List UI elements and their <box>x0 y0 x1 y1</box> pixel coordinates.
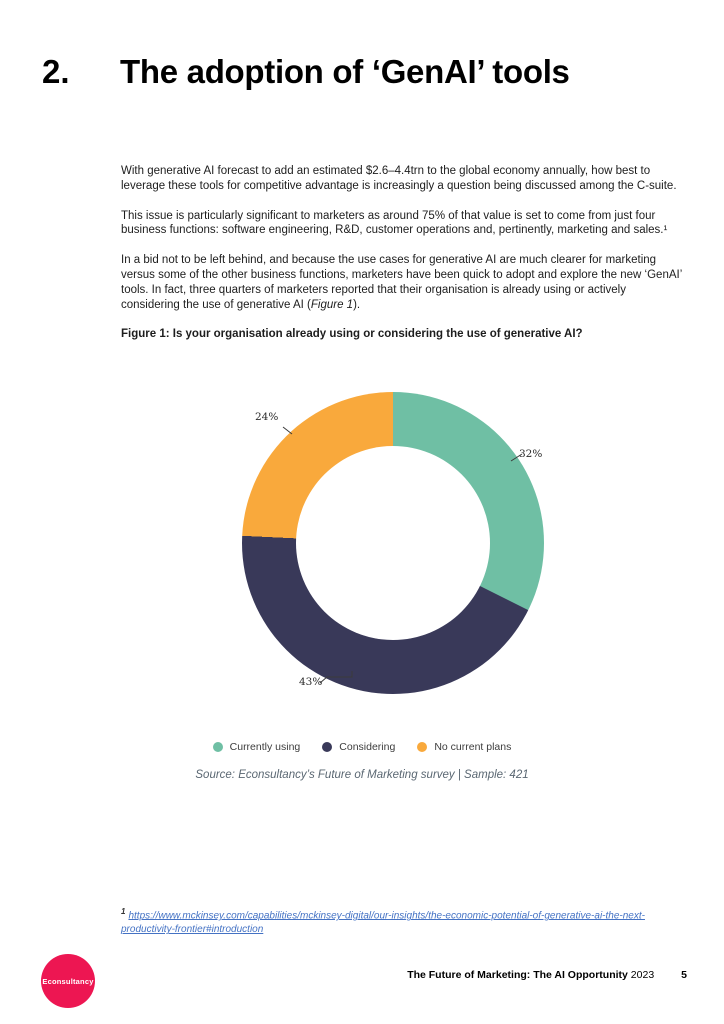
page-number: 5 <box>681 969 687 981</box>
paragraph-1: With generative AI forecast to add an estimated $2.6–4.4trn to the global economy annually, how best to leverage these tools for competitive advantage is increasingly a question being discussed among the C-suite. <box>121 165 677 192</box>
paragraph-3-text: In a bid not to be left behind, and because the use cases for generative AI are much clearer for marketing versus some of the other business functions, marketers have been quick to adopt and explore the new ‘GenAI’ tools. In fact, three quarters of marketers reported that their organisation is already using or actively considering the use of generative AI ( <box>121 254 682 311</box>
legend-dot-currently-using-icon <box>213 742 223 752</box>
legend-item-no-current-plans <box>417 741 511 753</box>
slice-label-considering: 43% <box>299 676 323 688</box>
body-text-column <box>121 164 687 357</box>
figure-caption: Figure 1: Is your organisation already using or considering the use of generative AI? <box>121 328 583 341</box>
legend-dot-no-current-plans-icon <box>417 742 427 752</box>
page-footer <box>407 969 687 981</box>
legend-label-currently-using: Currently using <box>229 741 301 753</box>
page-title: The adoption of ‘GenAI’ tools <box>120 53 570 90</box>
footnote-marker: 1 <box>121 907 126 916</box>
legend-label-considering: Considering <box>339 741 396 753</box>
paragraph-3-end: ). <box>353 298 361 311</box>
chart-legend <box>0 741 724 753</box>
section-number: 2. <box>42 53 70 90</box>
footer-title-bold: The Future of Marketing: The AI Opportunity <box>407 969 628 981</box>
slice-label-currently-using: 32% <box>519 448 543 460</box>
footer-title-year: 2023 <box>630 969 655 981</box>
footnote <box>121 905 661 937</box>
section-heading <box>42 48 590 95</box>
donut-hole <box>296 446 490 640</box>
footer-title <box>407 969 654 981</box>
paragraph-2: This issue is particularly significant to marketers as around 75% of that value is set to come from just four business functions: software engineering, R&D, customer operations and, pertinently, marketing and sales.¹ <box>121 209 668 237</box>
econsultancy-logo-text: Econsultancy <box>42 976 94 986</box>
chart-source: Source: Econsultancy’s Future of Marketing survey | Sample: 421 <box>195 769 529 781</box>
footnote-link[interactable]: https://www.mckinsey.com/capabilities/mckinsey-digital/our-insights/the-economic-potential-of-generative-ai-the-next-productivity-frontier#introduction <box>121 910 645 936</box>
legend-item-currently-using <box>213 741 301 753</box>
donut-ring <box>242 392 544 694</box>
donut-chart <box>0 390 724 705</box>
econsultancy-logo <box>41 954 95 1008</box>
figure-reference: Figure 1 <box>310 298 354 311</box>
paragraph-3 <box>121 253 687 312</box>
legend-label-no-current-plans: No current plans <box>434 741 512 753</box>
legend-item-considering <box>322 741 395 753</box>
slice-label-no-current-plans: 24% <box>255 411 279 423</box>
legend-dot-considering-icon <box>322 742 332 752</box>
